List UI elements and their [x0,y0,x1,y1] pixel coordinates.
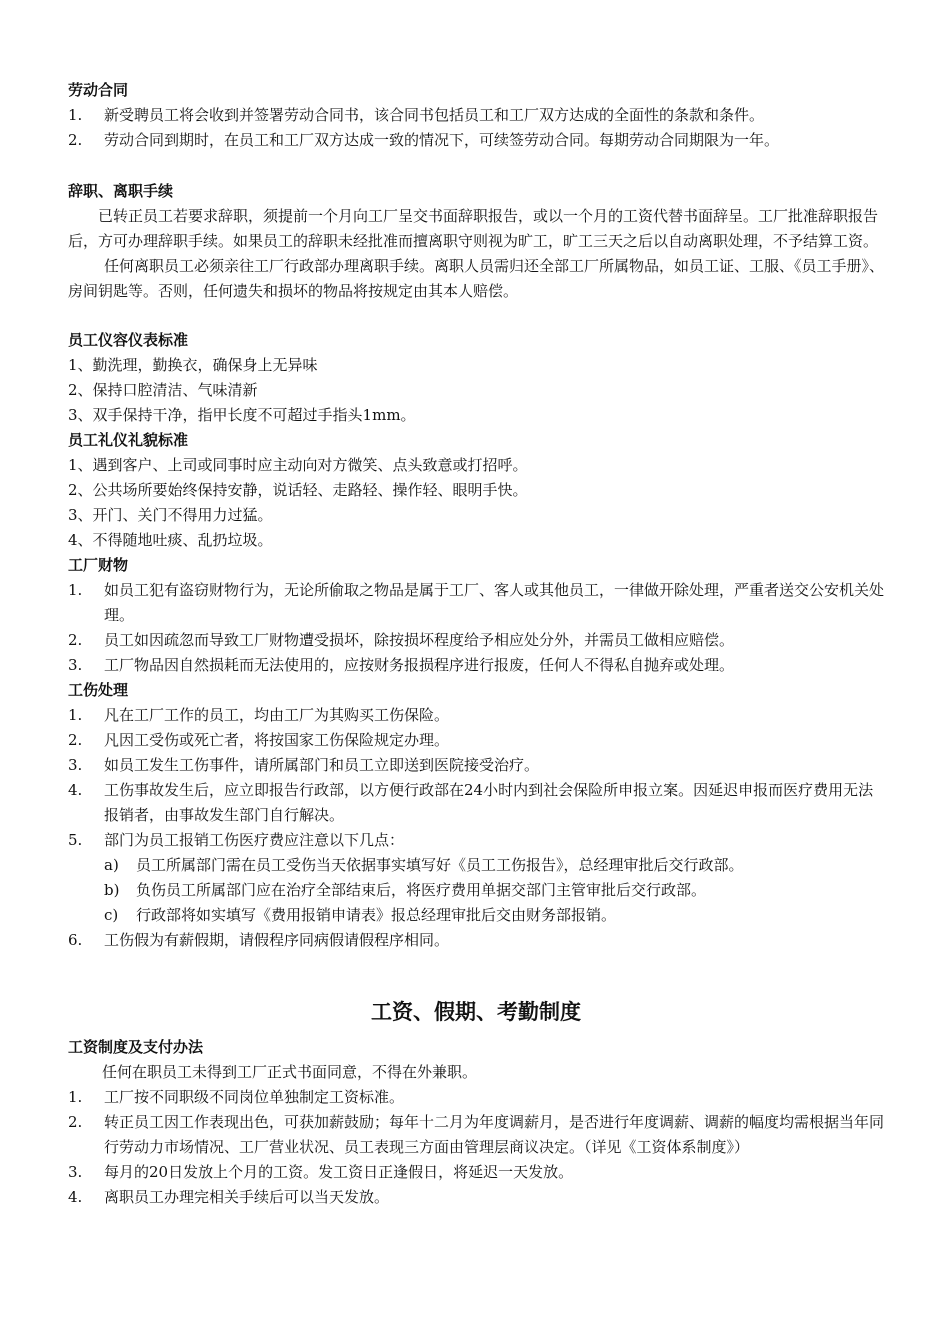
section-heading-injury: 工伤处理 [68,681,129,699]
item-text: 工伤假为有薪假期，请假程序同病假请假程序相同。 [104,931,450,949]
item-number: 3. [68,1163,83,1181]
item-number: 6. [68,931,83,949]
paragraph: 任何离职员工必须亲往工厂行政部办理离职手续。离职人员需归还全部工厂所属物品，如员工证、工服、《员工手册》、房间钥匙等。否则，任何遗失和损坏的物品将按规定由其本人赔偿。 [68,257,885,300]
section-heading-appearance: 员工仪容仪表标准 [68,331,189,349]
list-item [68,1160,884,1185]
item-text: 工厂按不同职级不同岗位单独制定工资标准。 [104,1088,405,1106]
list-item [68,628,884,653]
item-text: 离职员工办理完相关手续后可以当天发放。 [104,1188,390,1206]
section-heading-etiquette: 员工礼仪礼貌标准 [68,431,189,449]
item-text: 部门为员工报销工伤医疗费应注意以下几点： [104,831,405,849]
list-item [68,753,884,778]
item-text: 凡在工厂工作的员工，均由工厂为其购买工伤保险。 [104,706,450,724]
section-heading-resignation: 辞职、离职手续 [68,182,174,200]
list-item [68,1085,884,1110]
list-item [68,578,884,628]
item-text: 新受聘员工将会收到并签署劳动合同书，该合同书包括员工和工厂双方达成的全面性的条款和条件。 [104,106,765,124]
list-item [68,728,884,753]
item-text: 如员工发生工伤事件，请所属部门和员工立即送到医院接受治疗。 [104,756,540,774]
item-text: 如员工犯有盗窃财物行为，无论所偷取之物品是属于工厂、客人或其他员工，一律做开除处理，严重者送交公安机关处理。 [104,581,885,624]
list-item [68,128,884,153]
item-number: 2. [68,731,83,749]
paragraph: 任何在职员工未得到工厂正式书面同意，不得在外兼职。 [102,1063,478,1081]
item-number: 1. [68,706,83,724]
list-item: 3、双手保持干净，指甲长度不可超过手指头1mm。 [68,406,416,424]
list-item [68,778,884,828]
list-item [68,103,884,128]
item-text: 负伤员工所属部门应在治疗全部结束后，将医疗费用单据交部门主管审批后交行政部。 [136,881,707,899]
list-item [68,828,884,853]
list-item: 2、保持口腔清洁、气味清新 [68,381,258,399]
item-text: 员工如因疏忽而导致工厂财物遭受损坏，除按损坏程度给予相应处分外，并需员工做相应赔偿。 [104,631,735,649]
item-number: 1. [68,106,83,124]
item-text: 凡因工受伤或死亡者，将按国家工伤保险规定办理。 [104,731,450,749]
item-number: 4. [68,781,83,799]
item-number: 3. [68,756,83,774]
list-item [68,928,884,953]
item-number: 2. [68,131,83,149]
item-number: 1. [68,581,83,599]
item-number: b) [104,881,120,899]
document-page [68,78,884,1210]
item-text: 工厂物品因自然损耗而无法使用的，应按财务报损程序进行报废，任何人不得私自抛弃或处理。 [104,656,735,674]
sub-list-item [68,853,884,878]
item-number: 4. [68,1188,83,1206]
list-item: 1、勤洗理，勤换衣，确保身上无异味 [68,356,318,374]
list-item: 2、公共场所要始终保持安静，说话轻、走路轻、操作轻、眼明手快。 [68,481,528,499]
item-number: c) [104,906,119,924]
section-heading-property: 工厂财物 [68,556,129,574]
paragraph: 已转正员工若要求辞职，须提前一个月向工厂呈交书面辞职报告，或以一个月的工资代替书面辞呈。工厂批准辞职报告后，方可办理辞职手续。如果员工的辞职未经批准而擅离职守则视为旷工，旷工三天之后以自动离职处理，不予结算工资。 [68,207,879,250]
section-heading-salary: 工资制度及支付办法 [68,1038,204,1056]
section-heading-labor-contract: 劳动合同 [68,81,129,99]
item-number: 1. [68,1088,83,1106]
item-number: a) [104,856,119,874]
list-item [68,703,884,728]
chapter-title: 工资、假期、考勤制度 [371,1000,581,1024]
item-number: 3. [68,656,83,674]
list-item [68,1185,884,1210]
sub-list-item [68,878,884,903]
item-text: 转正员工因工作表现出色，可获加薪鼓励；每年十二月为年度调薪月，是否进行年度调薪、调薪的幅度均需根据当年同行劳动力市场情况、工厂营业状况、员工表现三方面由管理层商议决定。（详见《工资体系制度》） [104,1113,885,1156]
item-text: 劳动合同到期时，在员工和工厂双方达成一致的情况下，可续签劳动合同。每期劳动合同期限为一年。 [104,131,780,149]
item-text: 行政部将如实填写《费用报销申请表》报总经理审批后交由财务部报销。 [136,906,617,924]
list-item [68,1110,884,1160]
list-item: 3、开门、关门不得用力过猛。 [68,506,273,524]
item-number: 5. [68,831,83,849]
list-item: 1、遇到客户、上司或同事时应主动向对方微笑、点头致意或打招呼。 [68,456,528,474]
item-text: 工伤事故发生后，应立即报告行政部，以方便行政部在24小时内到社会保险所申报立案。因延迟申报而医疗费用无法报销者，由事故发生部门自行解决。 [104,781,874,824]
item-text: 每月的20日发放上个月的工资。发工资日正逢假日，将延迟一天发放。 [104,1163,574,1181]
list-item [68,653,884,678]
item-number: 2. [68,1113,83,1131]
item-text: 员工所属部门需在员工受伤当天依据事实填写好《员工工伤报告》，总经理审批后交行政部。 [136,856,744,874]
item-number: 2. [68,631,83,649]
sub-list-item [68,903,884,928]
list-item: 4、不得随地吐痰、乱扔垃圾。 [68,531,273,549]
